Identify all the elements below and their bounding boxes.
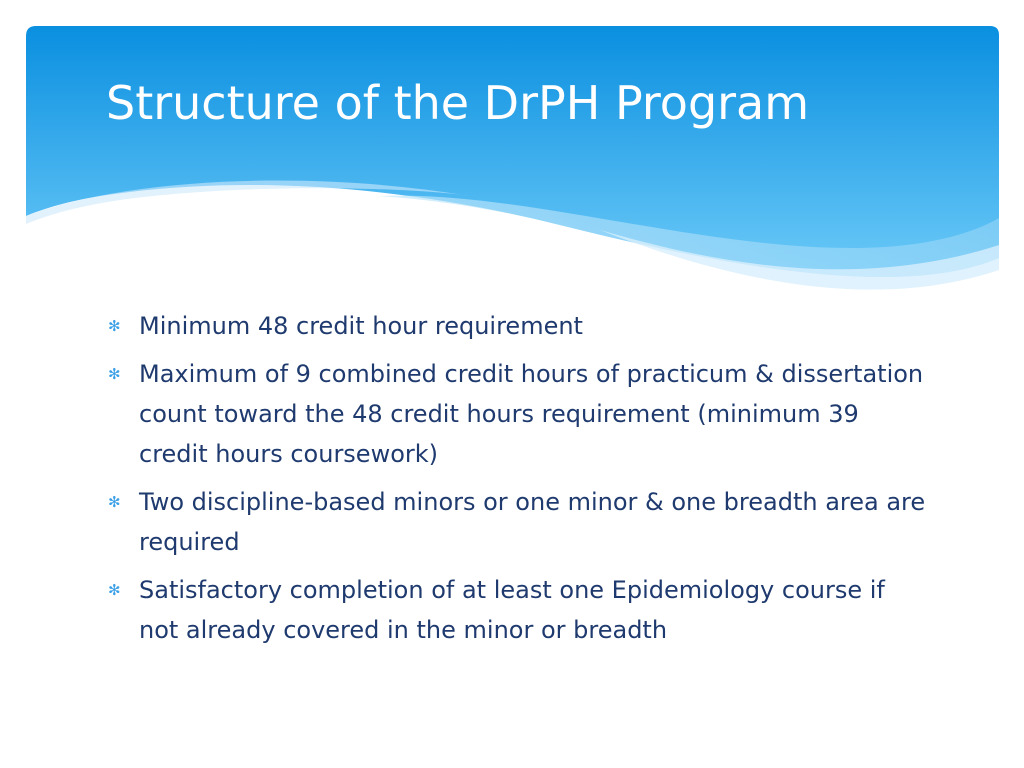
bullet-item [108,482,928,562]
asterisk-bullet-icon: ✻ [108,365,121,383]
asterisk-bullet-icon: ✻ [108,317,121,335]
bullet-item [108,570,928,650]
wave-banner-graphic [0,0,1024,300]
bullet-text: Satisfactory completion of at least one Epidemiology course if not already covered in the minor or breadth [139,576,885,644]
asterisk-bullet-icon: ✻ [108,581,121,599]
bullet-text: Minimum 48 credit hour requirement [139,312,583,340]
bullet-item [108,306,928,346]
slide-title: Structure of the DrPH Program [106,76,810,130]
bullet-text: Two discipline-based minors or one minor & one breadth area are required [139,488,926,556]
bullet-list [108,306,928,658]
bullet-text: Maximum of 9 combined credit hours of practicum & dissertation count toward the 48 credit hours requirement (minimum 39 credit hours coursework) [139,360,924,468]
bullet-item [108,354,928,474]
header-banner [0,0,1024,300]
asterisk-bullet-icon: ✻ [108,493,121,511]
